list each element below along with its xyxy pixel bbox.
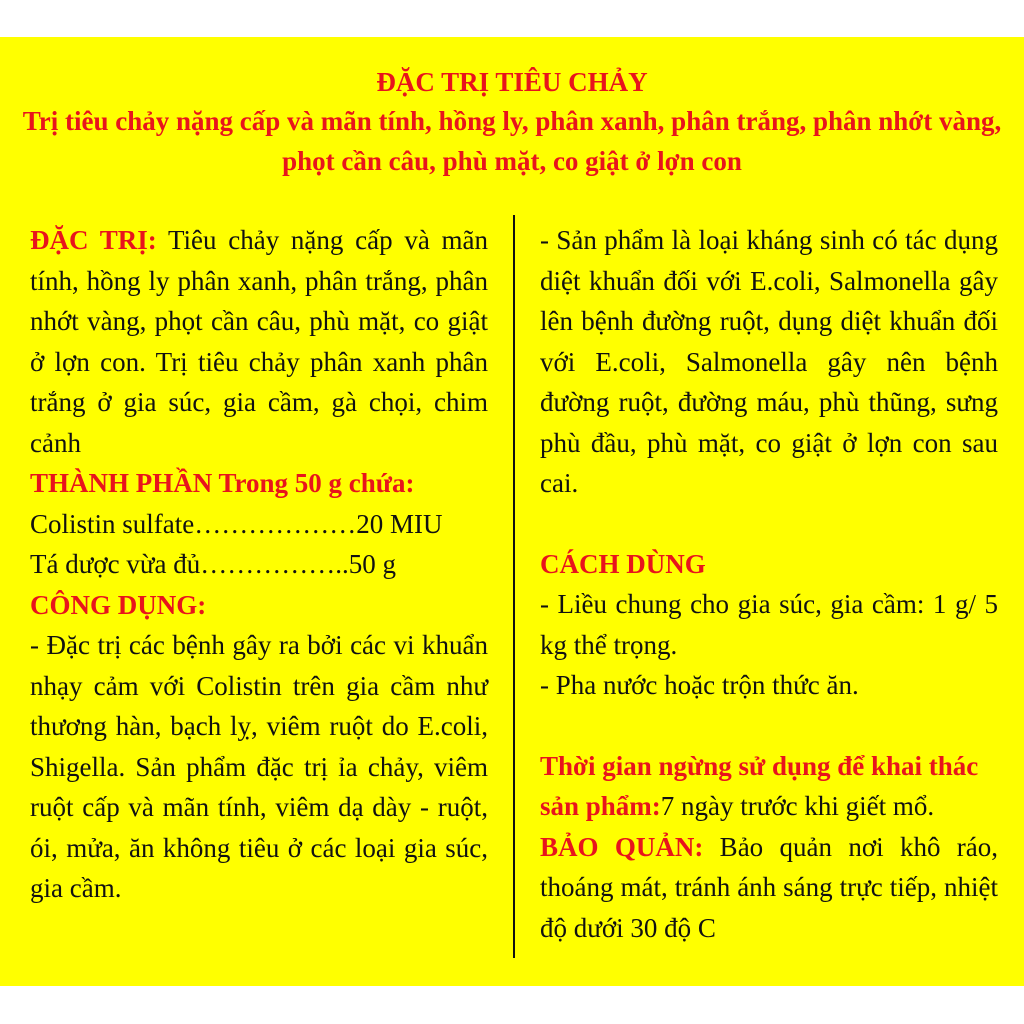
cach-dung-label: CÁCH DÙNG [540, 548, 706, 579]
cach-dung-dose: - Liều chung cho gia súc, gia cầm: 1 g/ 5 kg thể trọng. [540, 589, 998, 660]
storage-label: BẢO QUẢN: [540, 831, 704, 862]
cong-dung-label: CÔNG DỤNG: [30, 589, 207, 620]
withdrawal-section [540, 746, 998, 827]
withdrawal-label: Thời gian ngừng sử dụng để khai thác sản phẩm: [540, 750, 979, 821]
dac-tri-text: Tiêu chảy nặng cấp và mãn tính, hồng ly phân xanh, phân trắng, phân nhớt vàng, phọt cần câu, phù mặt, co giật ở lợn con. Trị tiêu chảy phân xanh phân trắng ở gia súc, gia cầm, gà chọi, chim cảnh [30, 225, 489, 458]
product-description: - Sản phẩm là loại kháng sinh có tác dụng diệt khuẩn đối với E.coli, Salmonella gây lên bệnh đường ruột, dụng diệt khuẩn đối với E.coli, Salmonella gây nên bệnh đường ruột, đường máu, phù thũng, sưng phù đầu, phù mặt, co giật ở lợn con sau cai. [540, 225, 998, 498]
thanh-phan-label: THÀNH PHẦN Trong 50 g chứa: [30, 468, 415, 498]
page-title: ĐẶC TRỊ TIÊU CHẢY [376, 67, 648, 97]
ingredient-row: Colistin sulfate………………20 MIU [30, 508, 443, 539]
dac-tri-label: ĐẶC TRỊ: [30, 225, 157, 255]
dac-tri-section [30, 220, 488, 463]
column-divider [513, 215, 515, 958]
withdrawal-text: 7 ngày trước khi giết mổ. [660, 791, 935, 821]
ingredient-row: Tá dược vừa đủ……………..50 g [30, 549, 396, 579]
storage-text: Bảo quản nơi khô ráo, thoáng mát, tránh ánh sáng trực tiếp, nhiệt độ dưới 30 độ C [540, 831, 999, 943]
header [0, 63, 1024, 181]
right-column [540, 220, 998, 948]
page-subtitle: Trị tiêu chảy nặng cấp và mãn tính, hồng ly, phân xanh, phân trắng, phân nhớt vàng, phọt cần câu, phù mặt, co giật ở lợn con [22, 106, 1002, 176]
left-column [30, 220, 488, 909]
label-panel [0, 37, 1024, 986]
cong-dung-text: - Đặc trị các bệnh gây ra bởi các vi khuẩn nhạy cảm với Colistin trên gia cầm như thương hàn, bạch lỵ, viêm ruột do E.coli, Shigella. Sản phẩm đặc trị ỉa chảy, viêm ruột cấp và mãn tính, viêm dạ dày - ruột, ói, mửa, ăn không tiêu ở các loại gia súc, gia cầm. [30, 630, 488, 903]
cach-dung-mix: - Pha nước hoặc trộn thức ăn. [540, 670, 859, 700]
storage-section [540, 827, 998, 949]
